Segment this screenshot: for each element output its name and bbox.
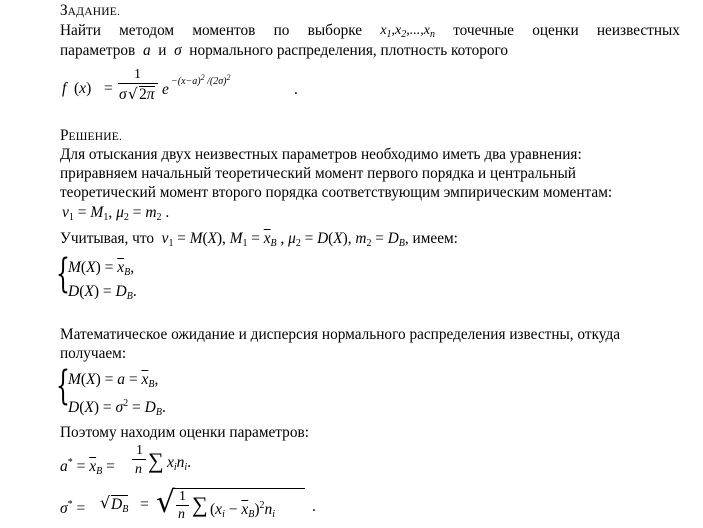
solution-paragraph-3: теоретический момент второго порядка соответствующим эмпирическим моментам:	[60, 184, 613, 201]
estimate-a: $a^* = \overline{x}_B$ = 1 n ∑ $x_in_i$.	[60, 443, 192, 477]
estimate-sigma: σ* = √ $D_B$ = √ 1 n ∑ $(x_i - \overline{x}_B)^2n_i$ .	[60, 485, 316, 522]
task-line-2: параметров a и σ нормального распределения, плотность которого	[60, 42, 509, 59]
solution-paragraph-6: получаем:	[60, 345, 127, 362]
solution-paragraph-7: Поэтому находим оценки параметров:	[60, 424, 309, 441]
solution-paragraph-2: приравняем начальный теоретический момент первого порядка и центральный	[60, 165, 576, 182]
task-heading: ЗАДАНИЕ.	[60, 2, 121, 19]
sample-notation: $x_1,x_2,...,x_n$	[380, 23, 435, 40]
solution-paragraph-1: Для отыскания двух неизвестных параметров необходимо иметь два уравнения:	[60, 146, 582, 163]
equation-system-2: { $M(X) = a = \overline{x}_B$, $D(X) = \sigma^2 = D_B$.	[56, 363, 166, 418]
solution-paragraph-4: Учитывая, что $v_1 = M(X)$, $M_1 = \overline{x}_B$ , $\mu_2 = D(X)$, $m_2 = D_B$, имеем:	[60, 230, 458, 249]
document-page: ЗАДАНИЕ. Найти методом моментов по выборке $x_1,x_2,...,x_n$ точечные оценки неизвестных параметров a и σ нормального распределения, плотность которого f (x) = 1 σ √ 2π e $-(x-a)^2$ $/(2\sigma)^2$ . РЕШЕНИЕ. Для отыскания двух неизвестных параметров необходимо иметь два уравнения: приравняем начальный теоретический момент первого порядка и центральный теоретический момент второго порядка соответствующим эмпирическим моментам: $v_1 = M_1$, $\mu_2 = m_2$ . Учитывая, что $v_1 = M(X)$, $M_1 = \overline{x}_B$ , $\mu_2 = D(X)$, $m_2 = D_B$, имеем: { $M(X) = \overline{x}_B$, $D(X) = D_B$. Математическое ожидание и дисперсия нормального распределения известны, откуда получаем: { $M(X) = a = \overline{x}_B$, $D(X) = \sigma^2 = D_B$. Поэтому находим оценки параметров: $a^* = \overline{x}_B$ = 1 n ∑ $x_in_i$. σ* = √ $D_B$ = √ 1 n ∑ $(x_i - \overline{x}_B)^2n_i$ .	[0, 0, 703, 528]
moments-equation: $v_1 = M_1$, $\mu_2 = m_2$ .	[62, 204, 170, 223]
solution-heading: РЕШЕНИЕ.	[60, 127, 123, 144]
equation-system-1: { $M(X) = \overline{x}_B$, $D(X) = D_B$.	[56, 251, 137, 302]
solution-paragraph-5: Математическое ожидание и дисперсия нормального распределения известны, откуда	[60, 326, 621, 343]
task-line-1: Найти методом моментов по выборке $x_1,x_2,...,x_n$ точечные оценки неизвестных	[60, 22, 680, 44]
